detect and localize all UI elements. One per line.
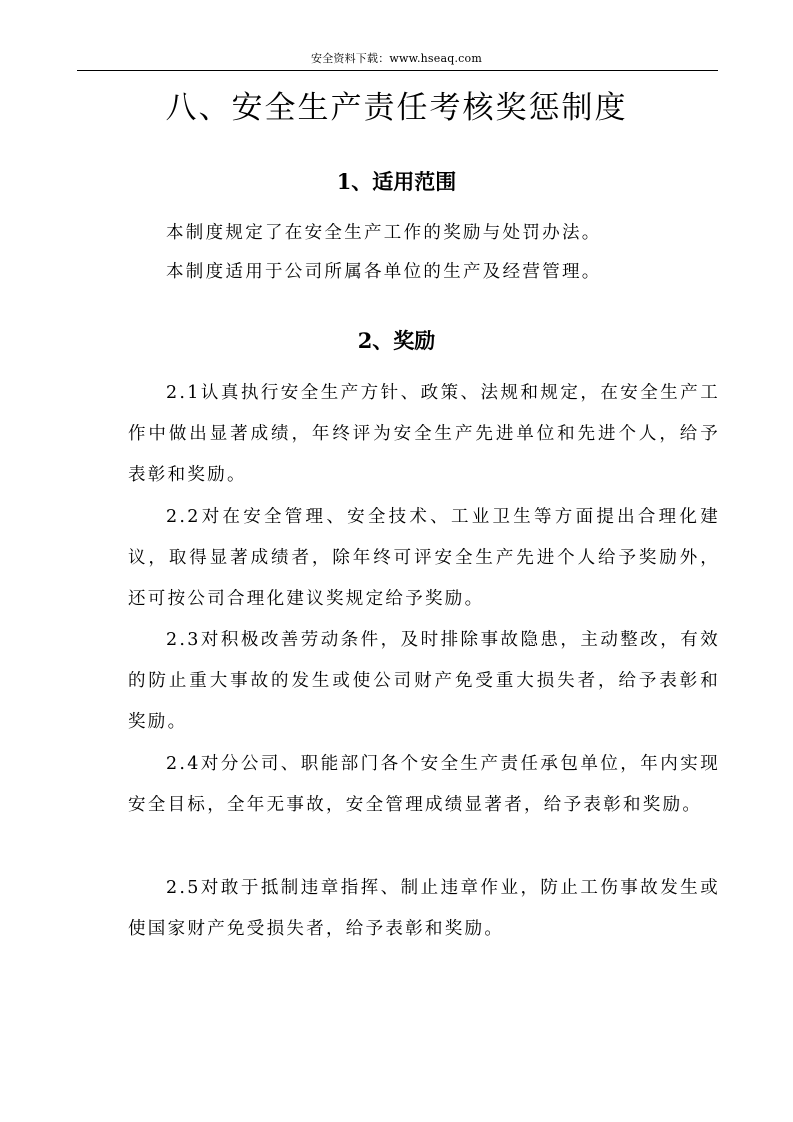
section-heading-scope: 1、适用范围 [336,169,457,194]
paragraph-reward-2-3: 2.3对积极改善劳动条件，及时排除事故隐患，主动整改，有效的防止重大事故的发生或使公司财产免受重大损失者，给予表彰和奖励。 [128,630,720,732]
section-heading-rewards: 2、奖励 [357,328,436,353]
paragraph-reward-2-2: 2.2对在安全管理、安全技术、工业卫生等方面提出合理化建议，取得显著成绩者，除年终可评安全生产先进个人给予奖励外，还可按公司合理化建议奖规定给予奖励。 [128,507,720,609]
paragraph-reward-2-4: 2.4对分公司、职能部门各个安全生产责任承包单位，年内实现安全目标，全年无事故，安全管理成绩显著者，给予表彰和奖励。 [128,754,720,815]
paragraph-scope-1: 本制度规定了在安全生产工作的奖励与处罚办法。 [166,223,602,243]
document-title: 八、安全生产责任考核奖惩制度 [165,90,628,126]
paragraph-reward-2-5: 2.5对敢于抵制违章指挥、制止违章作业，防止工伤事故发生或使国家财产免受损失者，给予表彰和奖励。 [128,878,720,939]
paragraph-scope-2: 本制度适用于公司所属各单位的生产及经营管理。 [166,262,602,282]
page-header: 安全资料下载：www.hseaq.com [311,52,482,65]
header-divider [77,70,718,71]
paragraph-reward-2-1: 2.1认真执行安全生产方针、政策、法规和规定，在安全生产工作中做出显著成绩，年终评为安全生产先进单位和先进个人，给予表彰和奖励。 [128,383,720,485]
